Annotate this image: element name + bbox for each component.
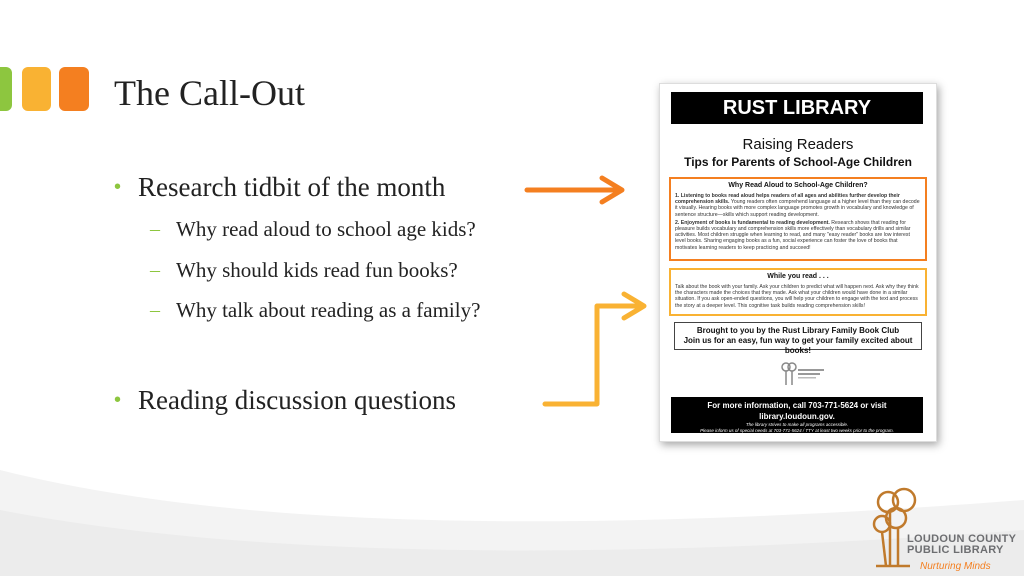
flyer-club-line1: Brought to you by the Rust Library Family Book Club [696,326,900,335]
flyer-title: Raising Readers [742,136,854,153]
library-logo-mini-icon [778,361,828,387]
sub-bullet-text: Why talk about reading as a family? [176,298,481,322]
flyer-box-text: Talk about the book with your family. Ask your children to predict what will happen next. Ask why they think the characters made the choices that they made. Ask what your children would have done in a similar situation. If you ask open-ended questions, you will help your children to engage with the text and process the story at a deeper level. This cognitive task builds reading comprehension skills! [675,284,919,309]
flyer-footer-small: The library strives to make all programs accessible. [745,422,849,427]
flyer-footer [671,397,923,433]
bullet-text: Reading discussion questions [138,385,456,415]
flyer-box-heading: Why Read Aloud to School-Age Children? [728,182,868,189]
flyer-header: RUST LIBRARY [671,92,923,124]
flyer-subtitle: Tips for Parents of School-Age Children [684,155,912,169]
flyer-image [659,83,937,442]
sub-bullet-dash: – [150,259,160,281]
flyer-footer-main: For more information, call 703-771-5624 or visit library.loudoun.gov. [707,401,887,421]
flyer-box-read-aloud [669,177,927,261]
library-logo-tagline: Nurturing Minds [920,561,991,572]
flyer-club-line2: Join us for an easy, fun way to get your family excited about books! [683,336,913,355]
arrow-orange-icon [527,178,622,202]
sub-bullet-text: Why read aloud to school age kids? [176,217,476,241]
bullet-text: Research tidbit of the month [138,172,446,202]
bullet-dot: • [114,176,122,198]
slide-title: The Call-Out [114,73,305,113]
flyer-footer-small: Please inform us of special needs at 703-771-5624 / TTY at least two weeks prior to the program. [700,427,894,433]
flyer-box-heading: While you read . . . [767,273,829,280]
bullet-dot: • [114,389,122,411]
logo-line2: PUBLIC LIBRARY [907,544,1004,556]
flyer-box-item: 2. Enjoyment of books is fundamental to reading development. Research shows that reading for pleasure builds vocabulary and comprehension skills more effectively than vocabulary drills and similar activities. Most children struggle when learning to read, and many "easy reader" books are low interest level books. Sharing engaging books as a fun, social experience can foster the love of books that motivates learning readers to keep practicing and succeed! [675,219,911,251]
sub-bullet-dash: – [150,218,160,240]
flyer-book-club [674,322,922,355]
sub-bullet-dash: – [150,299,160,321]
logo-line1: LOUDOUN COUNTY [907,533,1017,545]
sub-bullet-text: Why should kids read fun books? [176,258,458,282]
flyer-box-item: 1. Listening to books read aloud helps readers of all ages and abilities further develop their comprehension skills. Young readers often comprehend language at a higher level than they can decode it visually. Hearing books with more complex language promotes growth in vocabulary and knowledge of sentence structure—skills which support reading development. [675,193,920,218]
arrow-yellow-icon [545,294,644,404]
library-logo-text [907,534,1016,556]
flyer-box-while-you-read [669,268,927,316]
